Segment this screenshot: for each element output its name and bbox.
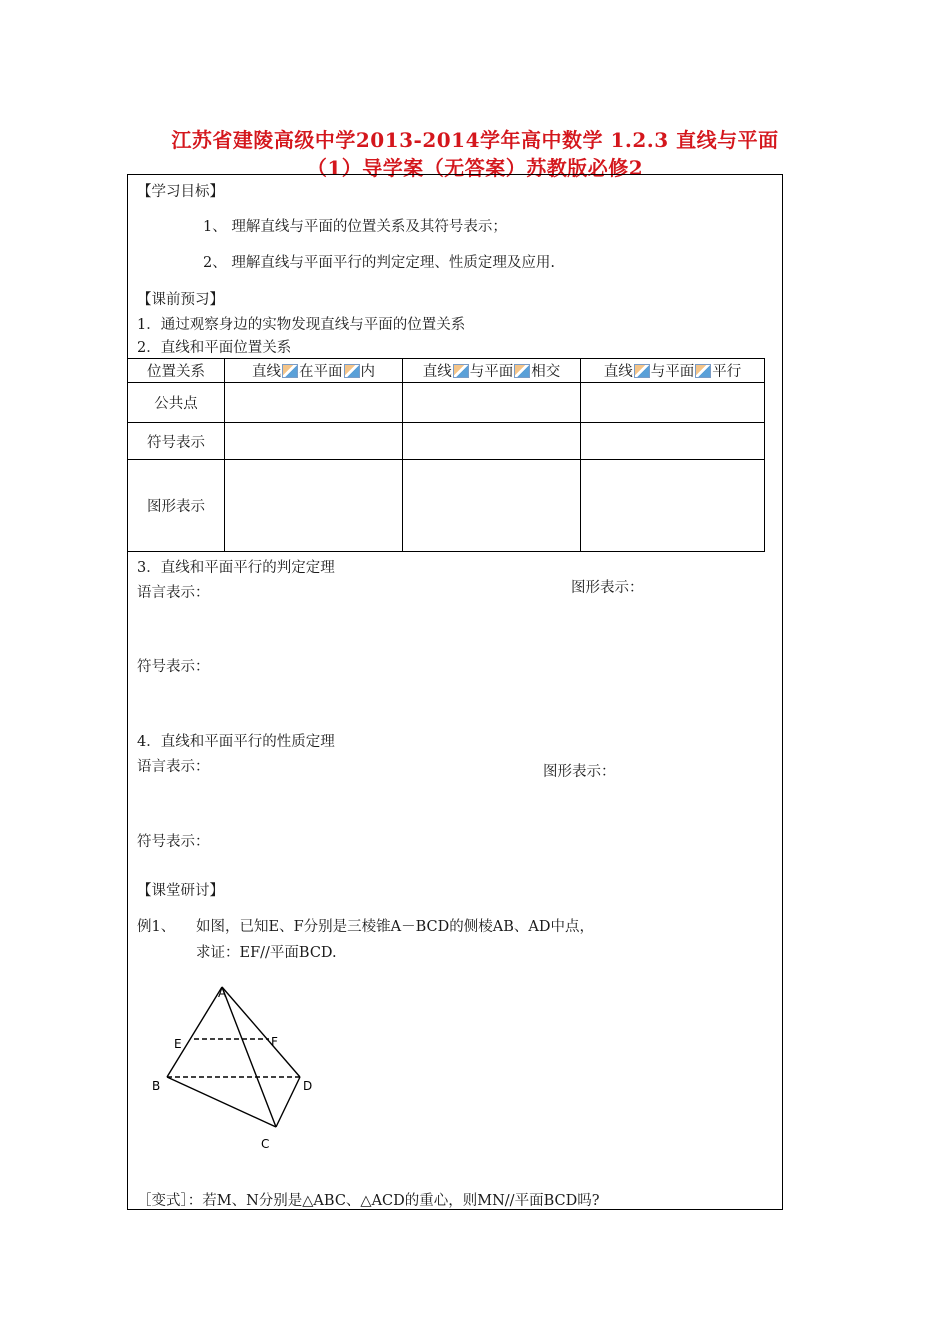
document-title-line2: （1）导学案（无答案）苏教版必修2	[306, 156, 644, 180]
table-cell	[403, 423, 581, 460]
theorem3-symbol: 符号表示：	[137, 659, 210, 675]
theorem3-language: 语言表示：	[137, 585, 210, 601]
table-cell	[225, 423, 403, 460]
label-c: C	[261, 1137, 270, 1151]
table-header-in-plane: 直线 在平面 内	[225, 359, 403, 383]
example-text: 如图，已知E、F分别是三棱锥A－BCD的侧棱AB、AD中点，	[196, 919, 594, 935]
broken-image-icon	[695, 364, 711, 378]
preview-heading: 【课前预习】	[137, 292, 224, 308]
table-row	[128, 383, 765, 423]
tetrahedron-figure	[140, 975, 340, 1155]
label-f: F	[271, 1035, 278, 1049]
label-d: D	[303, 1079, 313, 1093]
table-cell	[581, 383, 765, 423]
broken-image-icon	[282, 364, 298, 378]
classwork-heading: 【课堂研讨】	[137, 883, 224, 899]
table-cell	[225, 460, 403, 552]
table-header-row	[128, 359, 765, 383]
broken-image-icon	[514, 364, 530, 378]
label-a: A	[218, 986, 227, 1000]
table-cell	[225, 383, 403, 423]
theorem3-heading: 3．直线和平面平行的判定定理	[137, 560, 335, 576]
row-label-common-points: 公共点	[128, 383, 225, 423]
document-title-line1: 江苏省建陵高级中学2013-2014学年高中数学 1.2.3 直线与平面	[171, 128, 779, 152]
row-label-figure: 图形表示	[128, 460, 225, 552]
preview-item-1: 1．通过观察身边的实物发现直线与平面的位置关系	[137, 317, 466, 333]
edge-ad	[222, 987, 300, 1077]
theorem4-language: 语言表示：	[137, 759, 210, 775]
example-prove: 求证：EF//平面BCD.	[196, 945, 337, 961]
position-relation-table	[127, 358, 765, 552]
theorem4-figure: 图形表示：	[543, 764, 616, 780]
table-header-intersect: 直线 与平面 相交	[403, 359, 581, 383]
row-label-symbol: 符号表示	[128, 423, 225, 460]
edge-dc	[276, 1077, 300, 1127]
broken-image-icon	[634, 364, 650, 378]
label-b: B	[152, 1079, 161, 1093]
table-header-relation: 位置关系	[128, 359, 225, 383]
label-e: E	[174, 1037, 182, 1051]
theorem4-heading: 4．直线和平面平行的性质定理	[137, 734, 335, 750]
variant-question: ［变式］：若M、N分别是△ABC、△ACD的重心，则MN//平面BCD吗?	[137, 1193, 600, 1209]
table-cell	[403, 460, 581, 552]
table-header-parallel: 直线 与平面 平行	[581, 359, 765, 383]
goal-item-2: 2、 理解直线与平面平行的判定定理、性质定理及应用.	[203, 255, 555, 271]
broken-image-icon	[344, 364, 360, 378]
goal-item-1: 1、 理解直线与平面的位置关系及其符号表示；	[203, 219, 507, 235]
table-row	[128, 423, 765, 460]
example-label: 例1、	[137, 919, 176, 935]
theorem4-symbol: 符号表示：	[137, 834, 210, 850]
preview-item-2: 2．直线和平面位置关系	[137, 340, 292, 356]
table-cell	[581, 423, 765, 460]
table-row	[128, 460, 765, 552]
goals-heading: 【学习目标】	[137, 184, 224, 200]
edge-ab	[167, 987, 222, 1077]
table-cell	[581, 460, 765, 552]
broken-image-icon	[453, 364, 469, 378]
theorem3-figure: 图形表示：	[571, 580, 644, 596]
table-cell	[403, 383, 581, 423]
